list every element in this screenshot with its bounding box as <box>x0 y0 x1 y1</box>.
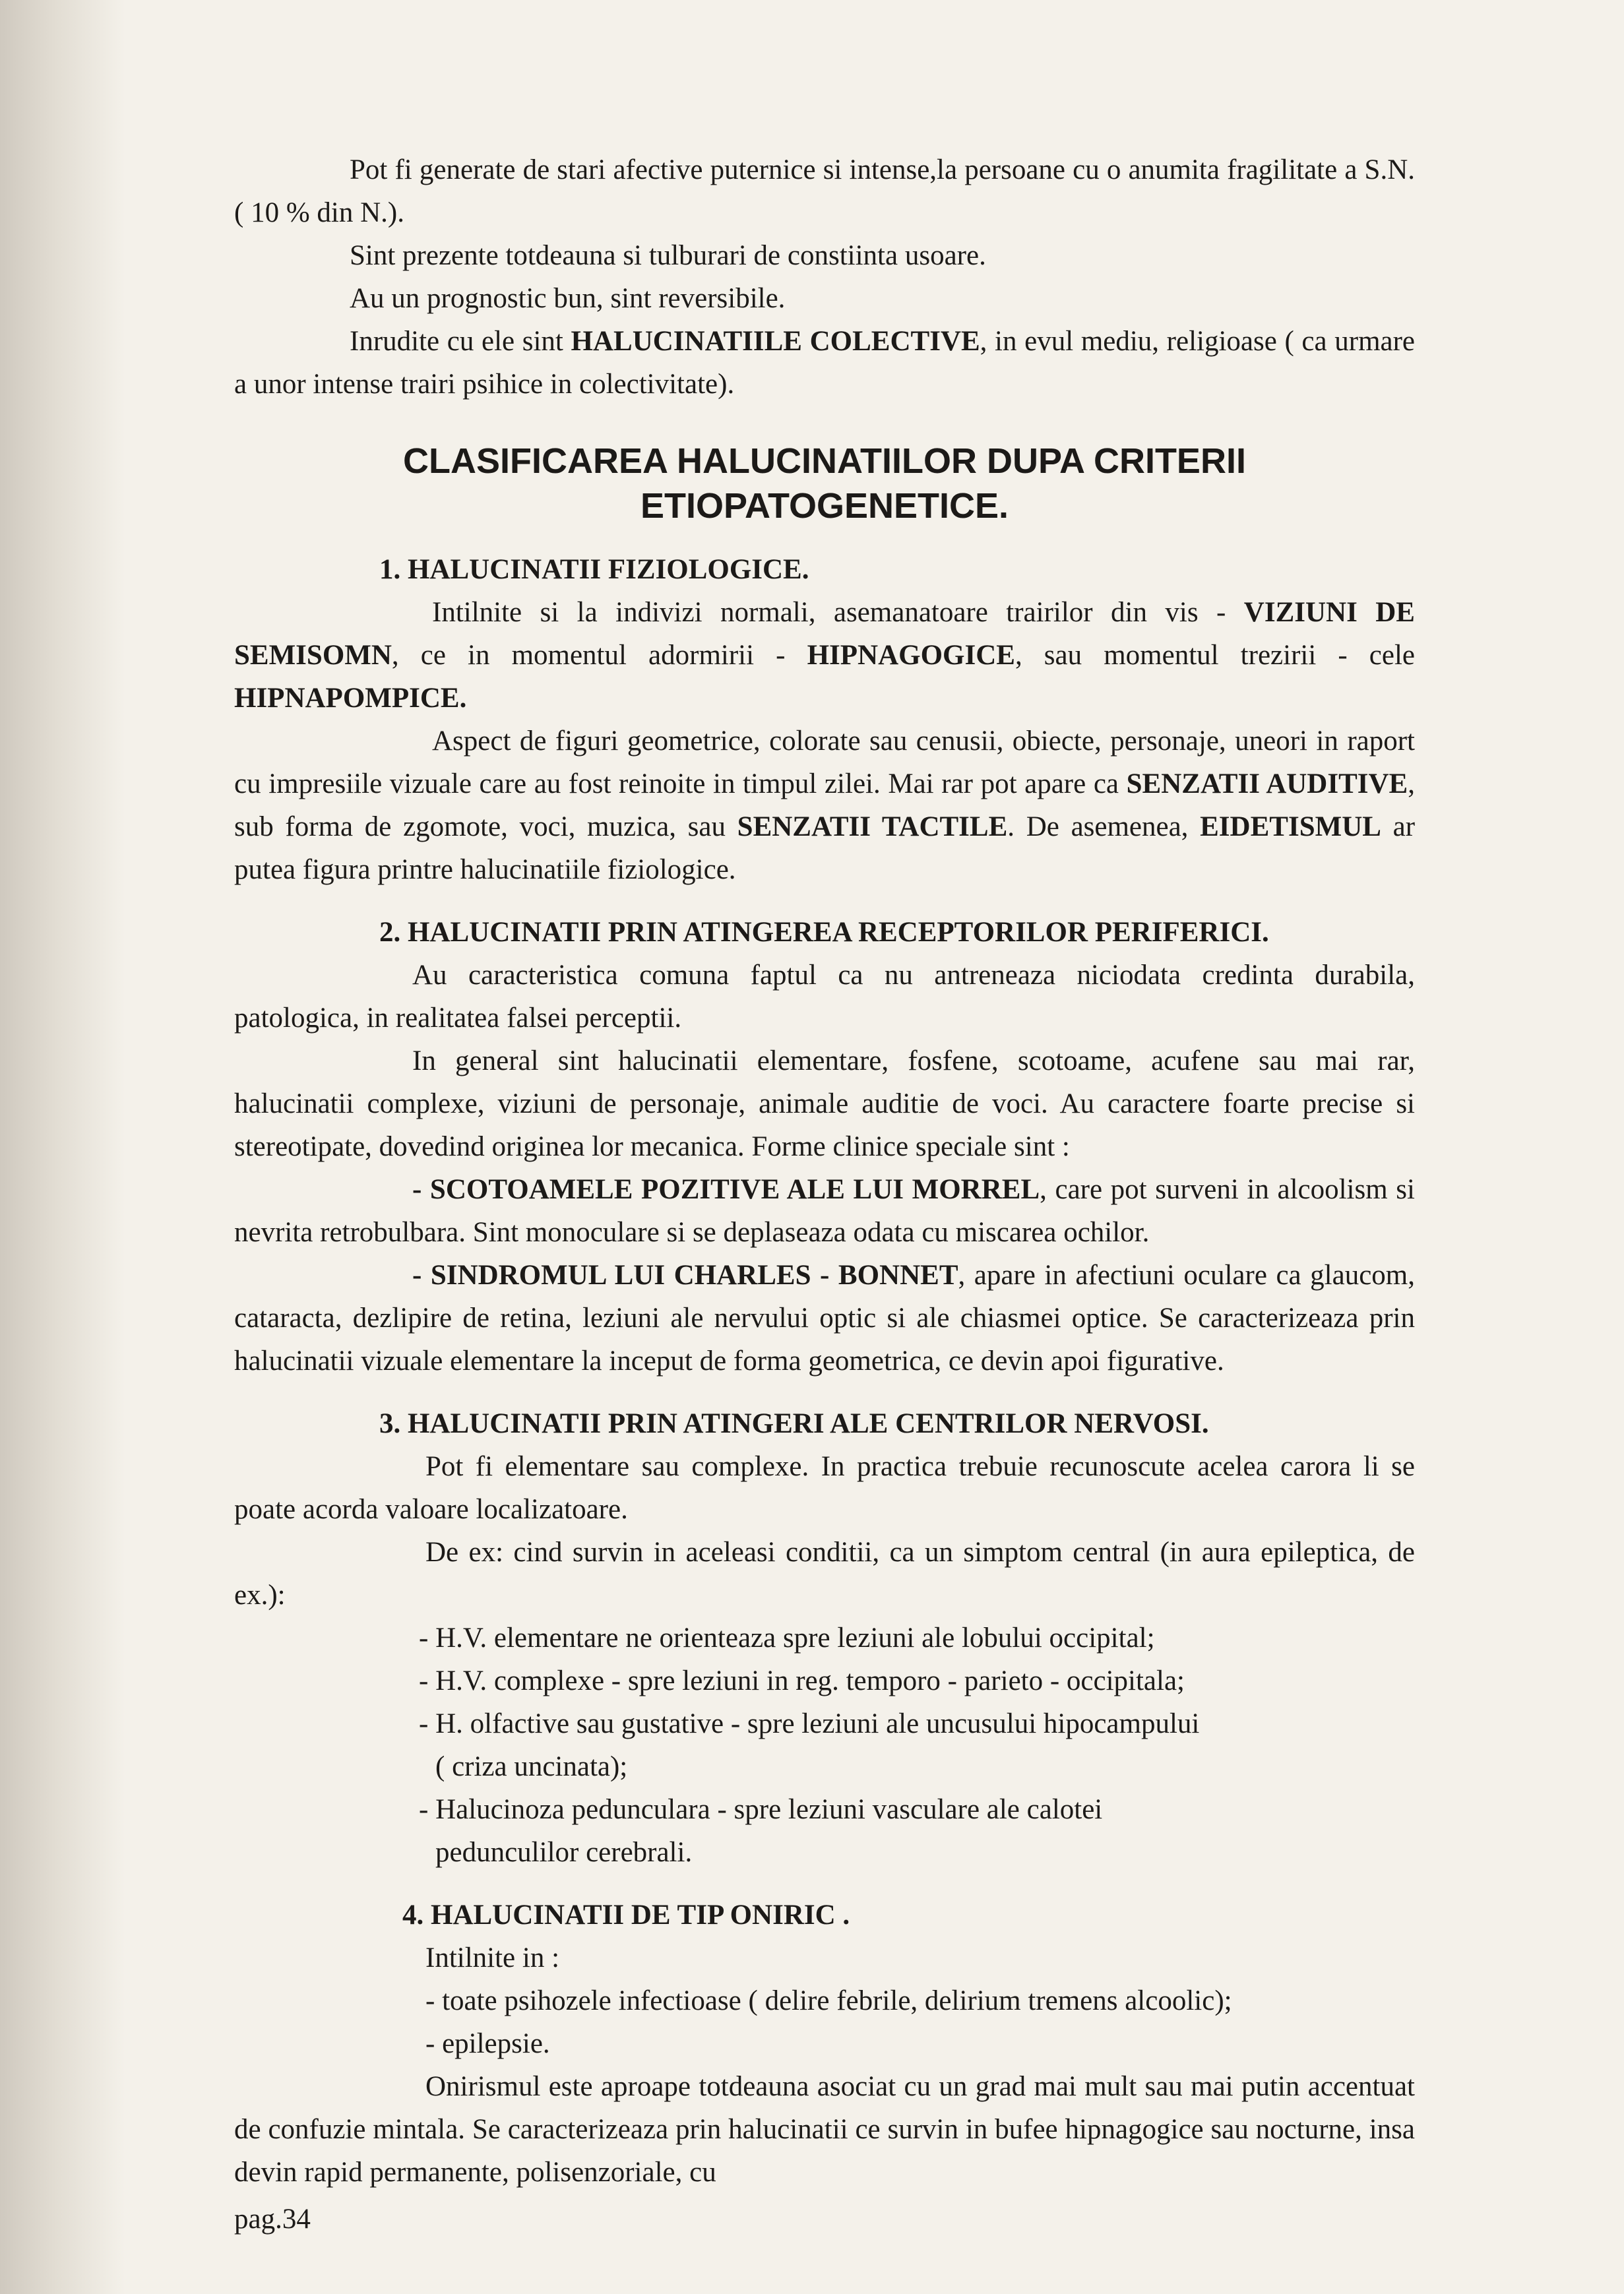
bold-term: HIPNAPOMPICE. <box>234 683 467 714</box>
section-1-title: 1. HALUCINATII FIZIOLOGICE. <box>379 554 809 585</box>
section-3-paragraph-2: De ex: cind survin in aceleasi conditii, ca un simptom central (in aura epileptica, de ex.): <box>234 1537 1415 1611</box>
intro-paragraph-2: Sint prezente totdeauna si tulburari de constiinta usoare. <box>350 240 986 271</box>
text-run: Aspect de figuri geometrice, colorate sau cenusii, obiecte, personaje, uneori in raport cu impresiile vizuale care au fost reinoite in timpul zilei. Mai rar pot apare ca <box>234 726 1415 799</box>
list-item: - epilepsie. <box>425 2028 550 2059</box>
bold-term: EIDETISMUL <box>1200 811 1381 842</box>
text-run: , sau momentul trezirii - cele <box>1015 640 1415 671</box>
section-4-list <box>234 1979 1415 2065</box>
section-2-paragraph-1: Au caracteristica comuna faptul ca nu antreneaza niciodata credinta durabila, patologica, in realitatea falsei perceptii. <box>234 960 1415 1034</box>
section-2-paragraph-3 <box>234 1168 1415 1254</box>
section-1-paragraph-2 <box>234 720 1415 891</box>
section-4-paragraph-2: Onirismul este aproape totdeauna asociat cu un grad mai mult sau mai putin accentuat de confuzie mintala. Se caracterizeaza prin halucinatii ce survin in bufee hipnagogice sau nocturne, insa devin rapid permanente, polisenzoriale, cu <box>234 2071 1415 2188</box>
page-number: pag.34 <box>234 2204 311 2235</box>
list-item: ( criza uncinata); <box>435 1751 628 1782</box>
list-item: - H.V. elementare ne orienteaza spre leziuni ale lobului occipital; <box>419 1623 1155 1654</box>
text-run: ar putea figura printre halucinatiile fiziologice. <box>234 811 1416 885</box>
text-run: , ce in momentul adormirii - <box>391 640 807 671</box>
document-page <box>234 148 1415 2194</box>
intro-paragraph-4 <box>234 320 1415 406</box>
section-3-title: 3. HALUCINATII PRIN ATINGERI ALE CENTRILOR NERVOSI. <box>379 1408 1209 1439</box>
bold-term: HIPNAGOGICE <box>807 640 1015 671</box>
list-item: - toate psihozele infectioase ( delire febrile, delirium tremens alcoolic); <box>425 1985 1232 2016</box>
text-run: , sub forma de zgomote, voci, muzica, sau <box>234 768 1415 842</box>
bold-term: VIZIUNI DE SEMISOMN <box>234 597 1415 671</box>
section-1-paragraph-1 <box>234 591 1415 720</box>
section-2-paragraph-4 <box>234 1254 1415 1382</box>
text-run: Intilnite si la indivizi normali, asemanatoare trairilor din vis - <box>432 597 1244 628</box>
section-3-paragraph-1: Pot fi elementare sau complexe. In practica trebuie recunoscute acelea carora li se poate acorda valoare localizatoare. <box>234 1451 1415 1525</box>
intro-paragraph-1: Pot fi generate de stari afective puternice si intense,la persoane cu o anumita fragilitate a S.N.( 10 % din N.). <box>234 154 1415 228</box>
text-run: , care pot surveni in alcoolism si nevrita retrobulbara. Sint monoculare si se deplaseaza odata cu miscarea ochilor. <box>234 1174 1415 1248</box>
bold-term: - SINDROMUL LUI CHARLES - BONNET <box>412 1260 958 1291</box>
text-run: , apare in afectiuni oculare ca glaucom, cataracta, dezlipire de retina, leziuni ale nervului optic si ale chiasmei optice. Se caracterizeaza prin halucinatii vizuale elementare la inceput de forma geometrica, ce devin apoi figurative. <box>234 1260 1415 1377</box>
bold-term: HALUCINATIILE COLECTIVE <box>571 326 980 357</box>
list-item: - H.V. complexe - spre leziuni in reg. temporo - parieto - occipitala; <box>419 1665 1185 1696</box>
section-4-title: 4. HALUCINATII DE TIP ONIRIC . <box>402 1900 850 1931</box>
text-run: Inrudite cu ele sint <box>350 326 571 357</box>
bold-term: - SCOTOAMELE POZITIVE ALE LUI MORREL <box>412 1174 1040 1205</box>
intro-paragraph-3: Au un prognostic bun, sint reversibile. <box>350 283 786 314</box>
bold-term: SENZATII TACTILE <box>737 811 1008 842</box>
list-item: pedunculilor cerebrali. <box>435 1837 693 1868</box>
main-title-line-2: ETIOPATOGENETICE. <box>640 486 1009 526</box>
bold-term: SENZATII AUDITIVE <box>1126 768 1408 799</box>
text-run: , in evul mediu, religioase ( ca urmare a unor intense trairi psihice in colectivitate). <box>234 326 1416 400</box>
section-4-paragraph-1: Intilnite in : <box>425 1942 560 1973</box>
section-3-list <box>234 1617 1415 1874</box>
section-2-paragraph-2: In general sint halucinatii elementare, fosfene, scotoame, acufene sau mai rar, halucinatii complexe, viziuni de personaje, animale auditie de voci. Au caractere foarte precise si stereotipate, dovedind originea lor mecanica. Forme clinice speciale sint : <box>234 1045 1415 1162</box>
main-title <box>234 439 1415 528</box>
list-item: - Halucinoza pedunculara - spre leziuni vasculare ale calotei <box>419 1794 1103 1825</box>
main-title-line-1: CLASIFICAREA HALUCINATIILOR DUPA CRITERII <box>403 441 1246 481</box>
list-item: - H. olfactive sau gustative - spre leziuni ale uncusului hipocampului <box>419 1708 1200 1739</box>
text-run: . De asemenea, <box>1007 811 1201 842</box>
section-2-title: 2. HALUCINATII PRIN ATINGEREA RECEPTORILOR PERIFERICI. <box>379 917 1269 948</box>
scan-shadow <box>0 0 125 2294</box>
